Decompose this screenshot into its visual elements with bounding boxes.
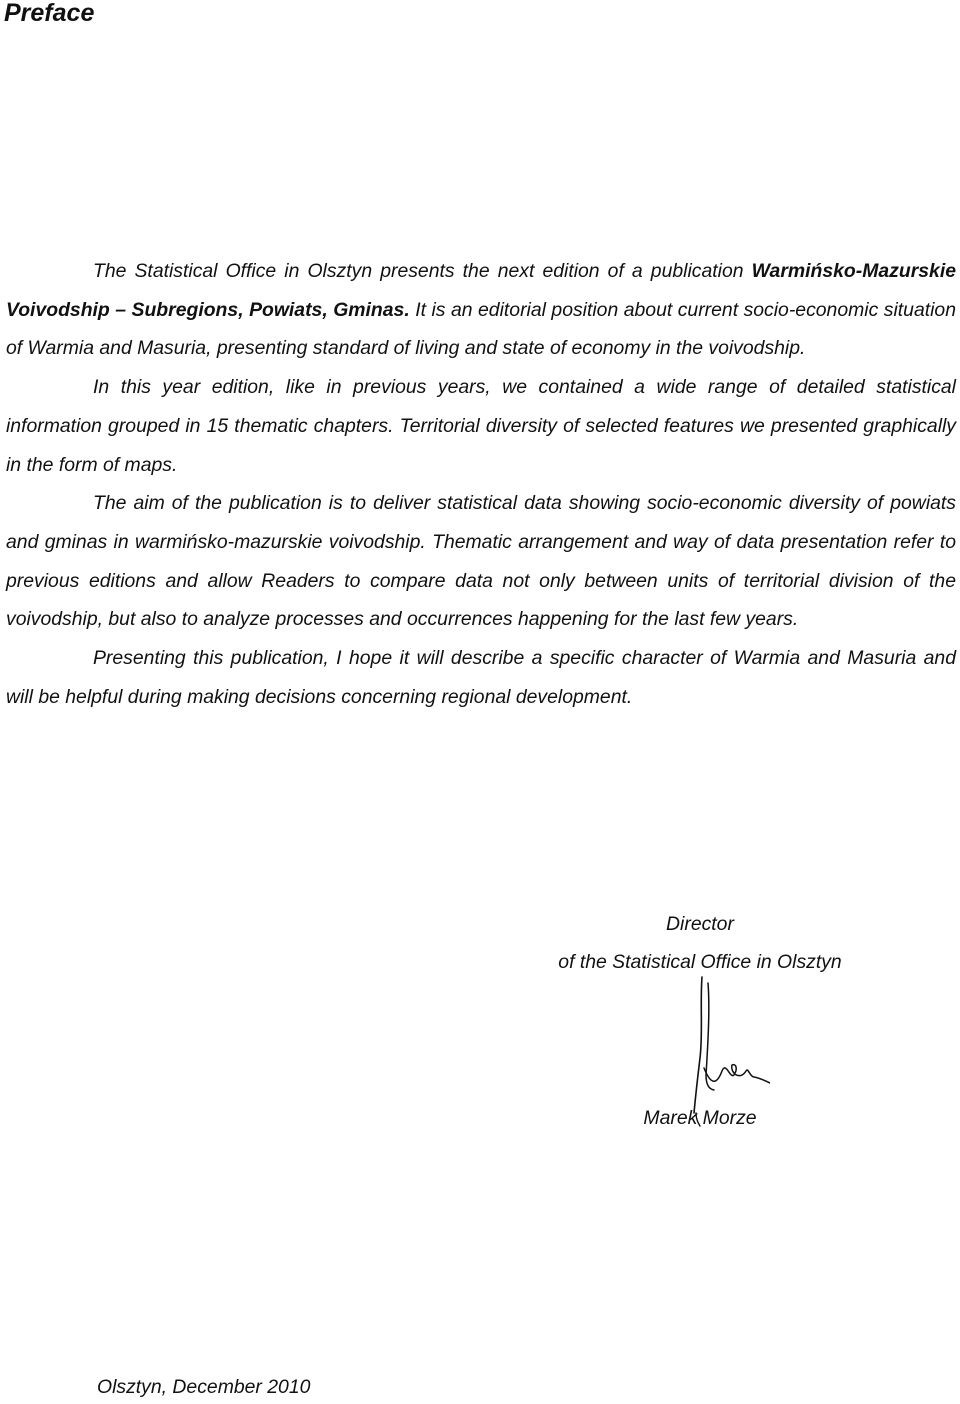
paragraph-1-rest: It is an editorial position about current socio-economic situation of Warmia and Masuria, presenting standard of living and state of economy in the voivodship. [6, 298, 956, 360]
signatory-office: of the Statistical Office in Olsztyn [558, 951, 842, 973]
paragraph-3: The aim of the publication is to deliver statistical data showing socio-economic diversity of powiats and gminas in warmińsko-mazurskie voivodship. Thematic arrangement and way of data presentation refer to previous editions and allow Readers to compare data not only between units of territorial division of the voivodship, but also to analyze processes and occurrences happening for the last few years. [6, 492, 956, 631]
paragraph-2: In this year edition, like in previous years, we contained a wide range of detailed statistical information grouped in 15 thematic chapters. Territorial diversity of selected features we presented graphically in the form of maps. [6, 376, 956, 476]
page-heading: Preface [4, 0, 95, 27]
place-and-date: Olsztyn, December 2010 [97, 1376, 311, 1398]
signatory-title: Director [666, 913, 734, 935]
paragraph-1-intro: The Statistical Office in Olsztyn presents the next edition of a publication [93, 260, 752, 282]
paragraph-4: Presenting this publication, I hope it will describe a specific character of Warmia and Masuria and will be helpful during making decisions concerning regional development. [6, 647, 956, 708]
preface-body [6, 252, 956, 716]
signatory-name: Marek Morze [643, 1107, 757, 1129]
paragraph-1 [6, 252, 956, 368]
publication-title: Warmińsko-Mazurskie Voivodship – Subregions, Powiats, Gminas. [6, 260, 956, 321]
